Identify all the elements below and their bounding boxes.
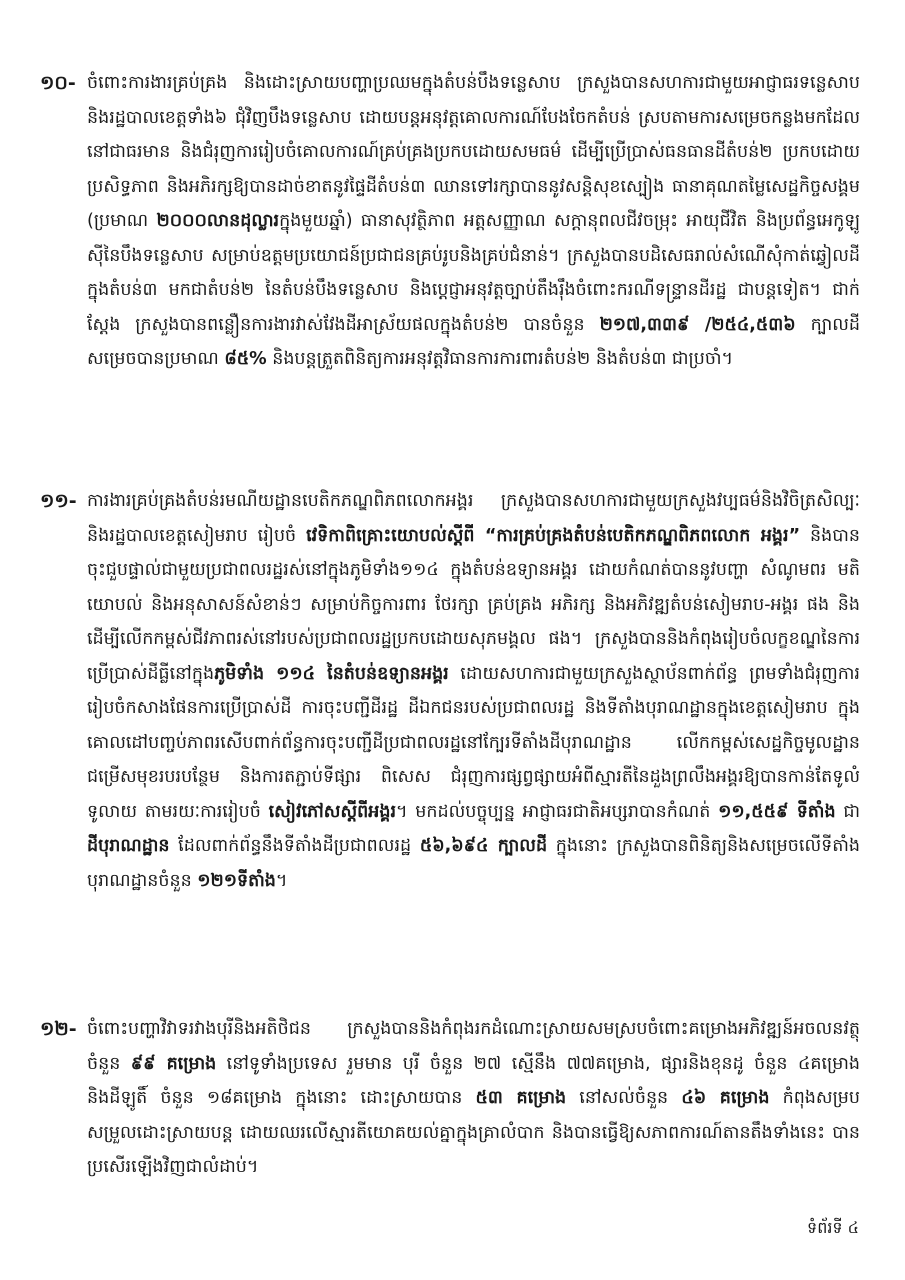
text-run: ចំពោះការងារគ្រប់គ្រង និងដោះស្រាយបញ្ហាប្រឈមក្នុងតំបន់បឹងទន្លេសាប ក្រសួងបានសហការជាមួយអាជ្ញាធរទន្លេសាប និងរដ្ឋបាលខេត្តទាំង៦ ជុំវិញបឹងទន្លេសាប ដោយបន្តអនុវត្តគោលការណ៍បែងចែកតំបន់ ស្របតាមការសម្រេចកន្លងមកដែលនៅជាធរមាន និងជំរុញការរៀបចំគោលការណ៍គ្រប់គ្រងប្រកបដោយសមធម៌ ដើម្បីប្រើប្រាស់ធនធានដីតំបន់២ ប្រកបដោយប្រសិទ្ធភាព និងអភិរក្សឱ្យបានដាច់ខាតនូវផ្ទៃដីតំបន់៣ ឈានទៅរក្សាបាននូវសន្តិសុខស្បៀង ធានាគុណតម្លៃសេដ្ឋកិច្ចសង្គម (ប្រមាណ <box>87 73 860 231</box>
text-run: ការងារគ្រប់គ្រងតំបន់រមណីយដ្ឋានបេតិកភណ្ឌពិភពលោកអង្គរ ក្រសួងបានសហការជាមួយក្រសួងវប្បធម៌និងវិចិត្រសិល្បៈ និងរដ្ឋបាលខេត្តសៀមរាប រៀបចំ <box>87 491 860 546</box>
text-run: ក្នុងមួយឆ្នាំ) ធានាសុវត្ថិភាព អត្តសញ្ញាណ សក្តានុពលជីវចម្រុះ អាយុជីវិត និងប្រព័ន្ធអេកូឡូស៊ីនៃបឹងទន្លេសាប សម្រាប់ឧត្តមប្រយោជន៍ប្រជាជនគ្រប់រូបនិងគ្រប់ជំនាន់។ ក្រសួងបានបដិសេធរាល់សំណើសុំកាត់ឆ្វៀលដីក្នុងតំបន់៣ មកជាតំបន់២ នៃតំបន់បឹងទន្លេសាប និងប្តេជ្ញាអនុវត្តច្បាប់តឹងរ៉ឹងចំពោះករណីទន្ទ្រានដីរដ្ឋ ជាបន្តទៀត។ ជាក់ស្តែង ក្រសួងបានពន្លឿនការងារវាស់វែងដីអាស្រ័យផលក្នុងតំបន់២ បានចំនួន <box>87 211 860 335</box>
text-run: ដោយសហការជាមួយក្រសួងស្ថាប័នពាក់ព័ន្ធ ព្រមទាំងជំរុញការរៀបចំកសាងផែនការប្រើប្រាស់ដី ការចុះបញ្ជីដីរដ្ឋ ដីឯកជនរបស់ប្រជាពលរដ្ឋ និងទីតាំងបុរាណដ្ឋានក្នុងខេត្តសៀមរាប ក្នុងគោលដៅបញ្ចប់ភាពរសើបពាក់ព័ន្ធការចុះបញ្ជីដីប្រជាពលរដ្ឋនៅក្បែរទីតាំងដីបុរាណដ្ឋាន លើកកម្ពស់សេដ្ឋកិច្ចមូលដ្ឋាន ជម្រើសមុខរបរបន្ថែម និងការតភ្ជាប់ទីផ្សារ ពិសេស ជំរុញការផ្សព្វផ្សាយអំពីស្មារតីនៃដួងព្រលឹងអង្គរឱ្យបានកាន់តែទូលំទូលាយ តាមរយៈការរៀបចំ <box>87 663 860 822</box>
bold-run: ៨៥% <box>224 349 267 369</box>
bold-run: ដីបុរាណដ្ឋាន <box>87 836 170 856</box>
text-run: នៅសល់ចំនួន <box>566 1088 682 1108</box>
paragraph-text <box>87 66 860 377</box>
bold-run: ២១៧,៣៣៩ /២៥៤,៥៣៦ <box>599 314 796 335</box>
bold-run: ១២១ទីតាំង <box>197 870 276 891</box>
text-run: នៅទូទាំងប្រទេស រួមមាន បុរី ចំនួន ២៧ ស្មើនឹង ៧៧គម្រោង, ផ្សារនិងខុនដូ ចំនួន ៤គម្រោង និងដីឡូតិ៍ ចំនួន ១៨គម្រោង ក្នុងនោះ ដោះស្រាយបាន <box>87 1053 860 1108</box>
text-run: ដែលពាក់ព័ន្ធនឹងទីតាំងដីប្រជាពលរដ្ឋ <box>169 836 420 856</box>
bold-run: ៤៦ គម្រោង <box>681 1088 770 1108</box>
text-run: ក្នុងនោះ ក្រសួងបានពិនិត្យនិងសម្រេចលើទីតាំងបុរាណដ្ឋានចំនួន <box>87 836 860 891</box>
text-run: ។ មកដល់បច្ចុប្បន្ន អាជ្ញាធរជាតិអប្សរាបានកំណត់ <box>396 801 719 822</box>
text-run: កំពុងសម្របសម្រួលដោះស្រាយបន្ត ដោយឈរលើស្មារតីយោគយល់គ្នាក្នុងគ្រាលំបាក និងបានធ្វើឱ្យសភាពការណ៍តានតឹងទាំងនេះ បានប្រសើរឡើងវិញជាលំដាប់។ <box>87 1088 861 1177</box>
paragraph-text <box>87 1012 860 1185</box>
paragraph-text <box>87 484 860 898</box>
text-run: និងបន្តត្រួតពិនិត្យការអនុវត្តវិធានការការពារតំបន់២ និងតំបន់៣ ជាប្រចាំ។ <box>266 349 734 369</box>
text-run: និងបានចុះជួបផ្ទាល់ជាមួយប្រជាពលរដ្ឋរស់នៅក្នុងភូមិទាំង១១៤ ក្នុងតំបន់ឧទ្យានអង្គរ ដោយកំណត់បាននូវបញ្ហា សំណូមពរ មតិយោបល់ និងអនុសាសន៍សំខាន់ៗ សម្រាប់កិច្ចការពារ ថែរក្សា គ្រប់គ្រង អភិរក្ស និងអភិវឌ្ឍតំបន់សៀមរាប-អង្គរ ផង និងដើម្បីលើកកម្ពស់ជីវភាពរស់នៅរបស់ប្រជាពលរដ្ឋប្រកបដោយសុភមង្គល ផង។ ក្រសួងបាននិងកំពុងរៀបចំលក្ខខណ្ឌនៃការប្រើប្រាស់ដីធ្លីនៅក្នុង <box>87 525 860 684</box>
text-run: ចំពោះបញ្ហាវិវាទរវាងបុរីនិងអតិថិជន ក្រសួងបាននិងកំពុងរកដំណោះស្រាយសមស្របចំពោះគម្រោងអភិវឌ្ឍន៍អចលនវត្ថុចំនួន <box>87 1019 860 1074</box>
text-run: ក្បាលដី សម្រេចបានប្រមាណ <box>87 314 861 369</box>
bold-run: ៥៣ គម្រោង <box>475 1088 567 1108</box>
item-number: ១២- <box>40 1018 77 1040</box>
bold-run: ៩៩ គម្រោង <box>130 1053 217 1074</box>
paragraph-item-12 <box>40 1012 860 1185</box>
bold-run: ២០០០លានដុល្លារ <box>156 211 280 231</box>
bold-run: ភូមិទាំង ១១៤ នៃតំបន់ឧទ្យានអង្គរ <box>214 663 449 684</box>
page-number: ទំព័រទី ៤ <box>807 1218 859 1237</box>
bold-run: ៥៦,៦៩៤ ក្បាលដី <box>419 836 548 856</box>
bold-run: សៀវភៅសស្តីពីអង្គរ <box>268 801 396 822</box>
bold-run: វេទិកាពិគ្រោះយោបល់ស្តីពី “ការគ្រប់គ្រងតំបន់បេតិកភណ្ឌពិភពលោក អង្គរ” <box>306 525 801 546</box>
paragraph-item-11 <box>40 484 860 898</box>
item-number: ១០- <box>40 72 76 94</box>
text-run: ជា <box>835 801 860 822</box>
text-run: ។ <box>275 870 288 891</box>
paragraph-item-10 <box>40 66 860 377</box>
bold-run: ១១,៥៥៩ ទីតាំង <box>718 801 836 822</box>
item-number: ១១- <box>40 490 77 512</box>
